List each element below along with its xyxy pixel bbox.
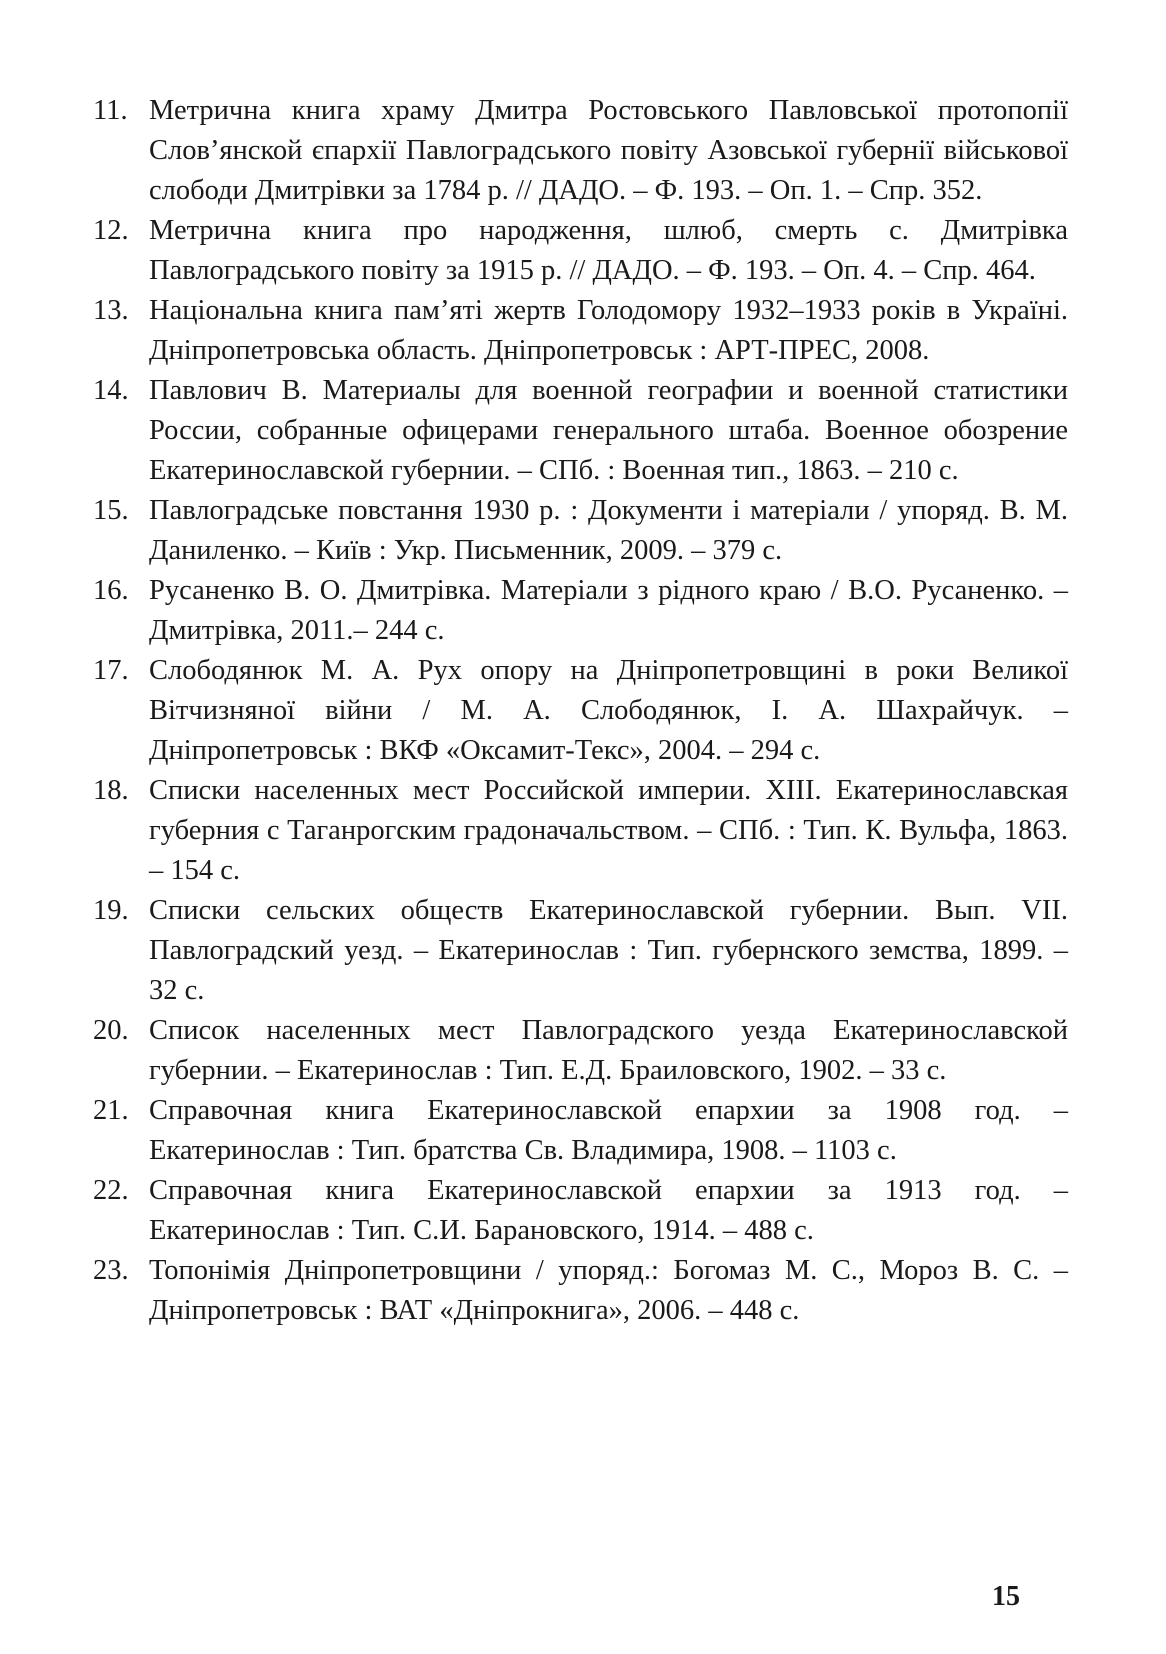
entry-number: 14. — [93, 375, 129, 406]
entry-text: Слободянюк М. А. Рух опору на Дніпропетровщині в роки Великої Вітчизняної війни / М. А. Слободянюк, І. А. Шахрайчук. – Дніпропетровськ : ВКФ «Оксамит-Текс», 2004. – 294 с. — [149, 655, 1068, 766]
entry-number: 20. — [93, 1015, 129, 1046]
entry-number: 16. — [93, 575, 129, 606]
bibliography-entry-19 — [93, 891, 1068, 1011]
bibliography-entry-23 — [93, 1251, 1068, 1331]
bibliography-entry-18 — [93, 771, 1068, 891]
bibliography-entry-15 — [93, 491, 1068, 571]
bibliography-entry-22 — [93, 1171, 1068, 1251]
entry-text: Топонімія Дніпропетровщини / упоряд.: Богомаз М. С., Мороз В. С. – Дніпропетровськ : ВАТ «Дніпрокнига», 2006. – 448 с. — [149, 1255, 1068, 1326]
entry-text: Метрична книга храму Дмитра Ростовського Павловської протопопії Слов’янской єпархії Павлоградського повіту Азовської губернії військової слободи Дмитрівки за 1784 р. // ДАДО. – Ф. 193. – Оп. 1. – Спр. 352. — [149, 95, 1068, 206]
bibliography-entry-17 — [93, 651, 1068, 771]
entry-text: Список населенных мест Павлоградского уезда Екатеринославской губернии. – Екатеринослав : Тип. Е.Д. Браиловского, 1902. – 33 с. — [149, 1015, 1068, 1086]
entry-text: Русаненко В. О. Дмитрівка. Матеріали з рідного краю / В.О. Русаненко. – Дмитрівка, 2011.– 244 с. — [149, 575, 1068, 646]
bibliography-entry-16 — [93, 571, 1068, 651]
entry-text: Національна книга пам’яті жертв Голодомору 1932–1933 років в Україні. Дніпропетровська область. Дніпропетровськ : АРТ-ПРЕС, 2008. — [149, 295, 1068, 366]
entry-text: Справочная книга Екатеринославской епархии за 1908 год. – Екатеринослав : Тип. братства Св. Владимира, 1908. – 1103 с. — [149, 1095, 1068, 1166]
bibliography-entry-13 — [93, 291, 1068, 371]
entry-number: 21. — [93, 1095, 129, 1126]
entry-number: 15. — [93, 495, 129, 526]
bibliography-entry-14 — [93, 371, 1068, 491]
entry-number: 19. — [93, 895, 129, 926]
entry-text: Метрична книга про народження, шлюб, смерть с. Дмитрівка Павлоградського повіту за 1915 р. // ДАДО. – Ф. 193. – Оп. 4. – Спр. 464. — [149, 215, 1068, 286]
bibliography-list — [93, 91, 1068, 1331]
entry-number: 12. — [93, 215, 129, 246]
entry-text: Павлоградське повстання 1930 р. : Документи і матеріали / упоряд. В. М. Даниленко. – Київ : Укр. Письменник, 2009. – 379 с. — [149, 495, 1068, 566]
entry-number: 23. — [93, 1255, 129, 1286]
entry-number: 11. — [93, 95, 128, 126]
bibliography-entry-12 — [93, 211, 1068, 291]
entry-number: 17. — [93, 655, 129, 686]
page-number: 15 — [992, 1581, 1020, 1612]
entry-number: 18. — [93, 775, 129, 806]
entry-number: 13. — [93, 295, 129, 326]
bibliography-entry-21 — [93, 1091, 1068, 1171]
entry-text: Павлович В. Материалы для военной географии и военной статистики России, собранные офицерами генерального штаба. Военное обозрение Екатеринославской губернии. – СПб. : Военная тип., 1863. – 210 с. — [149, 375, 1068, 486]
entry-text: Списки населенных мест Российской империи. XIII. Екатеринославская губерния с Таганрогским градоначальством. – СПб. : Тип. К. Вульфа, 1863. – 154 с. — [149, 775, 1068, 886]
entry-text: Списки сельских обществ Екатеринославской губернии. Вып. VII. Павлоградский уезд. – Екатеринослав : Тип. губернского земства, 1899. – 32 с. — [149, 895, 1068, 1006]
bibliography-entry-20 — [93, 1011, 1068, 1091]
entry-text: Справочная книга Екатеринославской епархии за 1913 год. – Екатеринослав : Тип. С.И. Барановского, 1914. – 488 с. — [149, 1175, 1068, 1246]
entry-number: 22. — [93, 1175, 129, 1206]
bibliography-entry-11 — [93, 91, 1068, 211]
